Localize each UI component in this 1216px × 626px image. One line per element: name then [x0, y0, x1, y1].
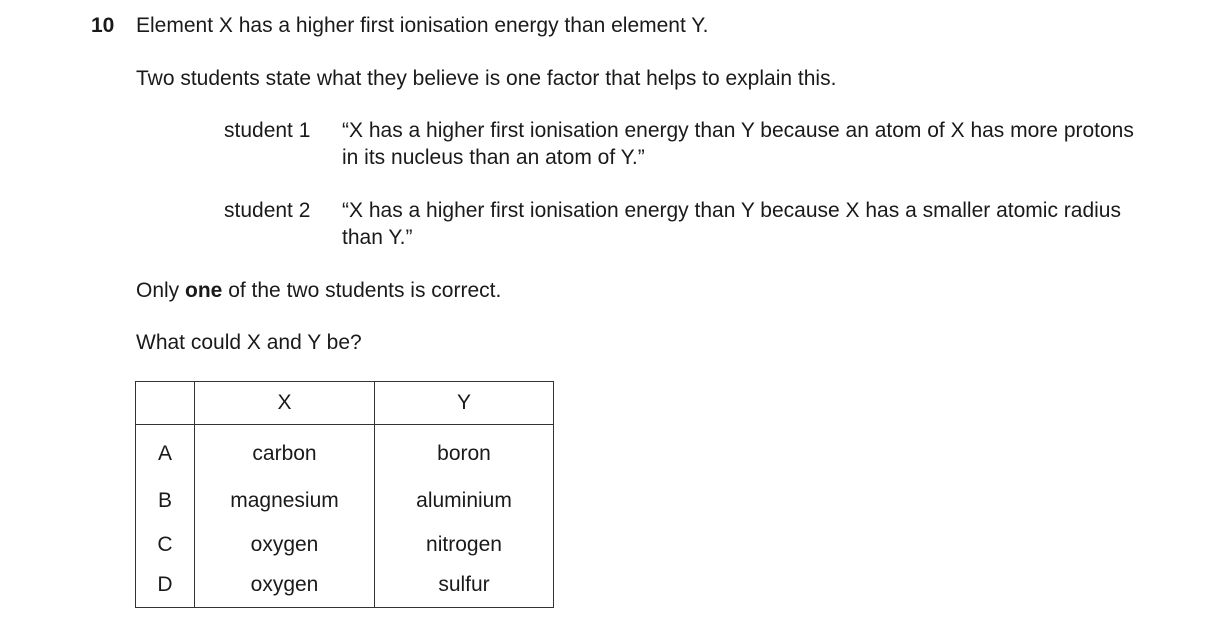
option-y: sulfur: [375, 567, 554, 608]
option-letter: A: [136, 425, 195, 480]
only-prefix: Only: [136, 279, 186, 302]
option-letter: C: [136, 523, 195, 567]
option-y: aluminium: [375, 479, 554, 523]
student-2-label: student 2: [224, 199, 311, 222]
question-number: 10: [91, 14, 115, 37]
table-header-row: [136, 382, 554, 425]
student-1-label: student 1: [224, 119, 311, 142]
question-stem: Element X has a higher first ionisation energy than element Y.: [136, 14, 709, 37]
only-bold-word: one: [185, 279, 223, 302]
option-x: oxygen: [195, 523, 375, 567]
option-row-a[interactable]: [136, 425, 554, 480]
header-letter: [136, 382, 195, 425]
student-2-quote: “X has a higher first ionisation energy than Y because X has a smaller atomic radius than Y.”: [342, 199, 1121, 249]
option-row-b[interactable]: [136, 479, 554, 523]
option-x: carbon: [195, 425, 375, 480]
only-one-statement: [136, 278, 501, 304]
question-intro: Two students state what they believe is one factor that helps to explain this.: [136, 67, 837, 90]
option-x: oxygen: [195, 567, 375, 608]
option-y: nitrogen: [375, 523, 554, 567]
option-row-d[interactable]: [136, 567, 554, 608]
student-1-quote: “X has a higher first ionisation energy than Y because an atom of X has more protons in its nucleus than an atom of Y.”: [342, 119, 1134, 169]
header-x: X: [195, 382, 375, 425]
answer-options-table: [135, 381, 554, 608]
option-y: boron: [375, 425, 554, 480]
option-letter: B: [136, 479, 195, 523]
option-row-c[interactable]: [136, 523, 554, 567]
header-y: Y: [375, 382, 554, 425]
question-prompt: What could X and Y be?: [136, 331, 362, 354]
option-letter: D: [136, 567, 195, 608]
only-suffix: of the two students is correct.: [222, 279, 502, 302]
option-x: magnesium: [195, 479, 375, 523]
